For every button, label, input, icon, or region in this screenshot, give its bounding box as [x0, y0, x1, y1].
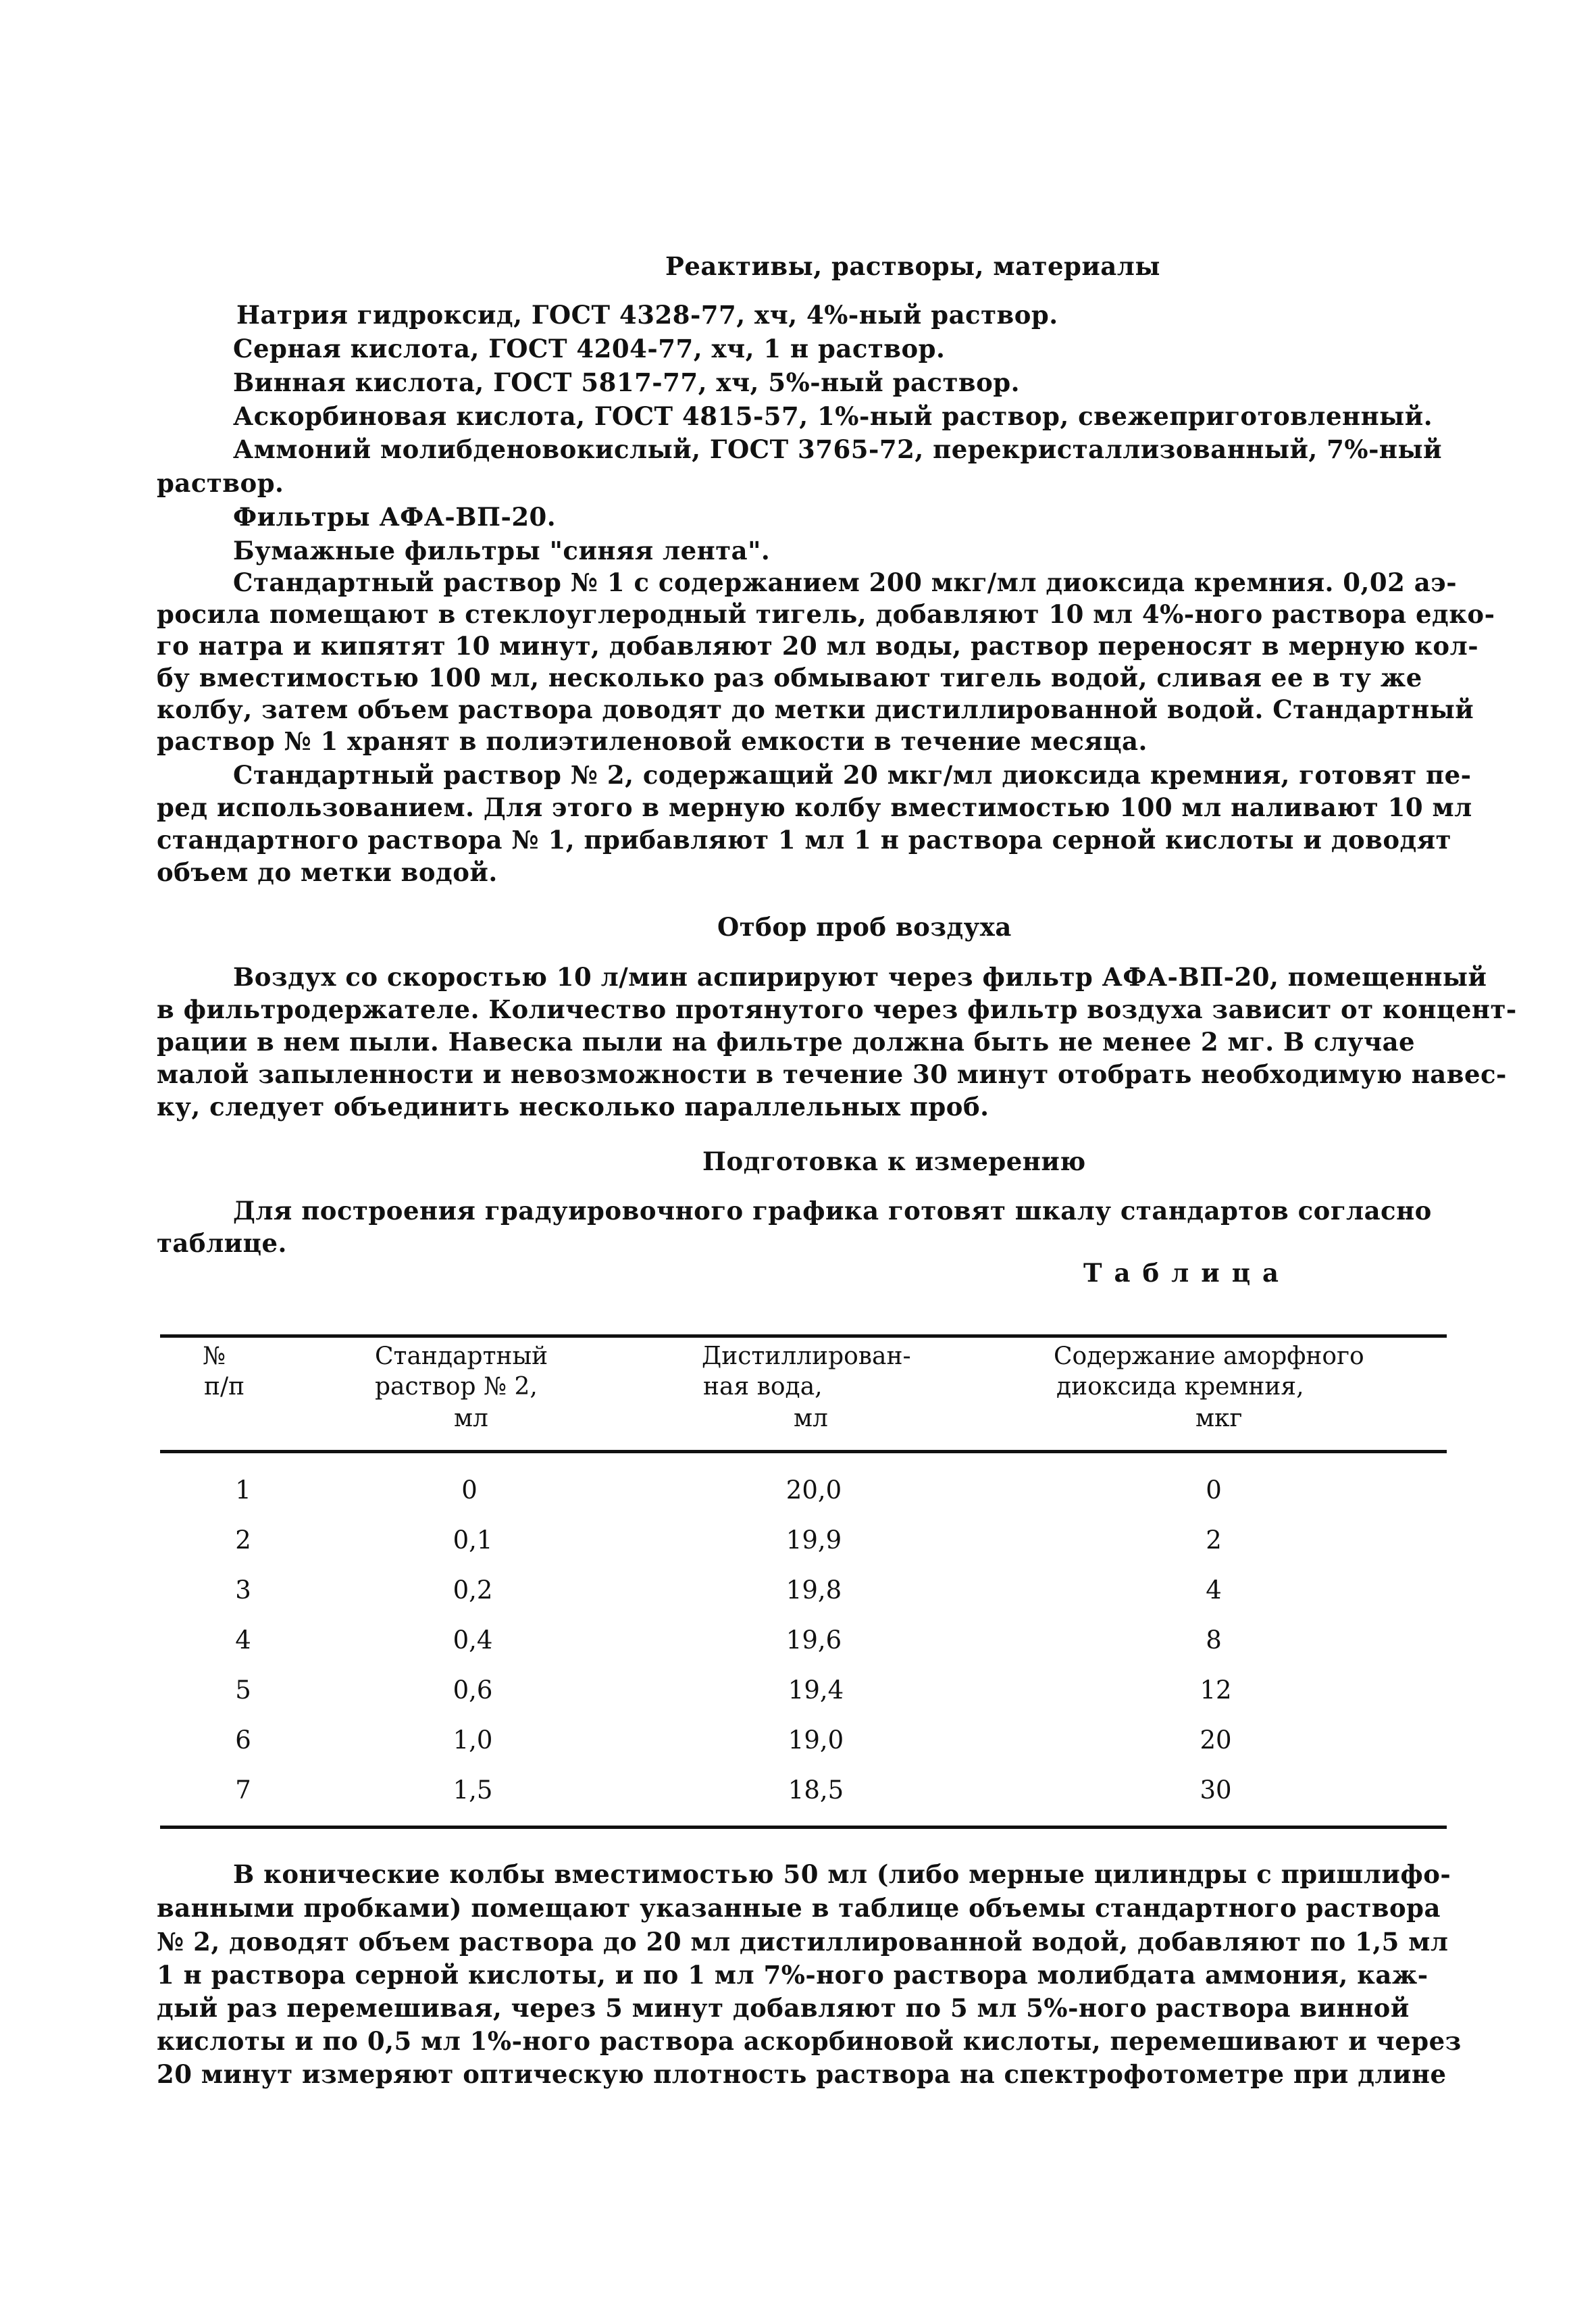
text-line: ку, следует объединить несколько параллельных проб. — [157, 1092, 989, 1122]
header-col-standard-line2: раствор № 2, — [375, 1373, 538, 1401]
header-col-water-line2: ная вода, — [703, 1373, 823, 1401]
cell-number: 6 — [235, 1726, 251, 1755]
header-col-silica-line2: диоксида кремния, — [1056, 1373, 1304, 1401]
section-heading-reagents: Реактивы, растворы, материалы — [665, 251, 1160, 281]
text-line: Воздух со скоростью 10 л/мин аспирируют через фильтр АФА-ВП-20, помещенный — [233, 962, 1487, 992]
cell-water-ml: 19,6 — [786, 1626, 842, 1655]
cell-silica-mcg: 0 — [1206, 1476, 1222, 1505]
header-col-silica-unit: мкг — [1195, 1405, 1243, 1432]
text-line: 20 минут измеряют оптическую плотность раствора на спектрофотометре при длине — [157, 2059, 1447, 2089]
text-line: Для построения градуировочного графика готовят шкалу стандартов согласно — [233, 1196, 1432, 1226]
cell-standard-ml: 0 — [461, 1476, 478, 1505]
cell-standard-ml: 0,1 — [453, 1526, 493, 1555]
text-line: кислоты и по 0,5 мл 1%-ного раствора аскорбиновой кислоты, перемешивают и через — [157, 2026, 1462, 2056]
header-col-standard-unit: мл — [454, 1405, 488, 1432]
text-line: Аскорбиновая кислота, ГОСТ 4815-57, 1%-ный раствор, свежеприготовленный. — [233, 401, 1433, 431]
cell-silica-mcg: 12 — [1200, 1676, 1232, 1705]
text-line: Стандартный раствор № 2, содержащий 20 мкг/мл диоксида кремния, готовят пе- — [233, 760, 1472, 790]
text-line: го натра и кипятят 10 минут, добавляют 20 мл воды, раствор переносят в мерную кол- — [157, 631, 1479, 661]
text-line: Аммоний молибденовокислый, ГОСТ 3765-72, перекристаллизованный, 7%-ный — [233, 434, 1443, 464]
section-heading-preparation: Подготовка к измерению — [702, 1147, 1086, 1176]
text-line: ванными пробками) помещают указанные в таблице объемы стандартного раствора — [157, 1893, 1441, 1923]
cell-standard-ml: 1,0 — [453, 1726, 493, 1755]
cell-number: 5 — [235, 1676, 251, 1705]
table-top-rule — [160, 1334, 1447, 1338]
text-line: Винная кислота, ГОСТ 5817-77, хч, 5%-ный раствор. — [233, 368, 1021, 397]
text-line: объем до метки водой. — [157, 857, 498, 887]
cell-standard-ml: 1,5 — [453, 1776, 493, 1805]
text-line: малой запыленности и невозможности в течение 30 минут отобрать необходимую навес- — [157, 1059, 1507, 1089]
header-col-water-unit: мл — [794, 1405, 828, 1432]
cell-water-ml: 19,4 — [788, 1676, 844, 1705]
header-col-standard-line1: Стандартный — [375, 1342, 548, 1370]
cell-silica-mcg: 30 — [1200, 1776, 1232, 1805]
text-line: В конические колбы вместимостью 50 мл (либо мерные цилиндры с пришлифо- — [233, 1859, 1451, 1889]
header-col-number-line1: № — [203, 1342, 226, 1370]
table-bottom-rule — [160, 1826, 1447, 1829]
section-heading-sampling: Отбор проб воздуха — [717, 912, 1012, 942]
text-line: рации в нем пыли. Навеска пыли на фильтре должна быть не менее 2 мг. В случае — [157, 1027, 1416, 1057]
text-line: ред использованием. Для этого в мерную колбу вместимостью 100 мл наливают 10 мл — [157, 793, 1472, 822]
text-line: в фильтродержателе. Количество протянутого через фильтр воздуха зависит от концент- — [157, 995, 1517, 1024]
cell-number: 1 — [235, 1476, 251, 1505]
cell-number: 4 — [235, 1626, 251, 1655]
cell-standard-ml: 0,2 — [453, 1576, 493, 1605]
cell-water-ml: 19,8 — [786, 1576, 842, 1605]
text-line: бу вместимостью 100 мл, несколько раз обмывают тигель водой, сливая ее в ту же — [157, 663, 1422, 693]
text-line: раствор. — [157, 468, 284, 498]
text-line: Стандартный раствор № 1 с содержанием 200 мкг/мл диоксида кремния. 0,02 аэ- — [233, 568, 1458, 597]
header-col-water-line1: Дистиллирован- — [702, 1342, 911, 1370]
text-line: колбу, затем объем раствора доводят до метки дистиллированной водой. Стандартный — [157, 695, 1474, 724]
text-line: 1 н раствора серной кислоты, и по 1 мл 7%-ного раствора молибдата аммония, каж- — [157, 1960, 1428, 1990]
cell-number: 2 — [235, 1526, 251, 1555]
text-line: дый раз перемешивая, через 5 минут добавляют по 5 мл 5%-ного раствора винной — [157, 1993, 1410, 2023]
text-line: Серная кислота, ГОСТ 4204-77, хч, 1 н раствор. — [233, 334, 946, 363]
cell-water-ml: 19,9 — [786, 1526, 842, 1555]
table-header-rule — [160, 1450, 1447, 1453]
cell-water-ml: 19,0 — [788, 1726, 844, 1755]
cell-water-ml: 20,0 — [786, 1476, 842, 1505]
header-col-silica-line1: Содержание аморфного — [1054, 1342, 1364, 1370]
cell-silica-mcg: 4 — [1206, 1576, 1222, 1605]
text-line: Натрия гидроксид, ГОСТ 4328-77, хч, 4%-ный раствор. — [236, 300, 1058, 330]
cell-standard-ml: 0,4 — [453, 1626, 493, 1655]
cell-number: 3 — [235, 1576, 251, 1605]
cell-water-ml: 18,5 — [788, 1776, 844, 1805]
header-col-number-line2: п/п — [204, 1373, 245, 1401]
text-line: Бумажные фильтры "синяя лента". — [233, 536, 771, 565]
text-line: раствор № 1 хранят в полиэтиленовой емкости в течение месяца. — [157, 726, 1148, 756]
cell-silica-mcg: 2 — [1206, 1526, 1222, 1555]
cell-silica-mcg: 20 — [1200, 1726, 1232, 1755]
text-line: стандартного раствора № 1, прибавляют 1 мл 1 н раствора серной кислоты и доводят — [157, 825, 1451, 855]
cell-number: 7 — [235, 1776, 251, 1805]
cell-standard-ml: 0,6 — [453, 1676, 493, 1705]
text-line: таблице. — [157, 1228, 287, 1258]
table-caption: Таблица — [1083, 1258, 1291, 1288]
text-line: Фильтры АФА-ВП-20. — [233, 502, 557, 532]
text-line: № 2, доводят объем раствора до 20 мл дистиллированной водой, добавляют по 1,5 мл — [157, 1927, 1449, 1957]
text-line: росила помещают в стеклоуглеродный тигель, добавляют 10 мл 4%-ного раствора едко- — [157, 599, 1495, 629]
cell-silica-mcg: 8 — [1206, 1626, 1222, 1655]
